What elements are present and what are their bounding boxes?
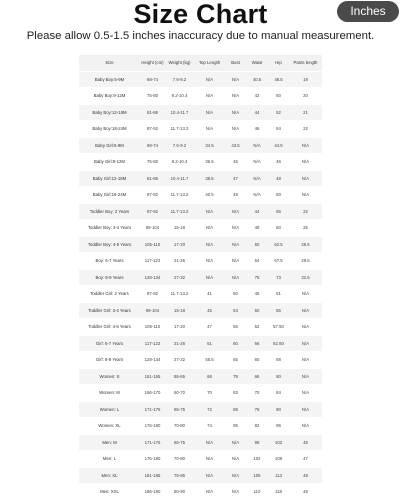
cell-waist: N/A — [246, 137, 268, 154]
table-row — [79, 220, 322, 237]
cell-weight: 27-32 — [165, 269, 194, 286]
cell-height: 87-92 — [140, 187, 165, 204]
cell-hip: 118 — [268, 484, 289, 501]
cell-weight: 65-75 — [165, 434, 194, 451]
cell-height: 117-122 — [140, 335, 165, 352]
column-header-height: Height (cm) — [140, 55, 165, 71]
cell-bust: N/A — [225, 434, 246, 451]
cell-bust: N/A — [225, 236, 246, 253]
cell-size: Baby Boy:9-12M — [79, 88, 140, 105]
cell-waist: 76 — [246, 401, 268, 418]
table-row — [79, 335, 322, 352]
cell-weight: 65-75 — [165, 401, 194, 418]
cell-weight: 75-85 — [165, 467, 194, 484]
page-title: Size Chart — [133, 0, 268, 29]
cell-top-length: 38.5 — [194, 170, 225, 187]
cell-bust: N/A — [225, 220, 246, 237]
cell-bust: N/A — [225, 253, 246, 270]
table-row — [79, 467, 322, 484]
cell-bust: 65 — [225, 352, 246, 369]
cell-pants-length: N/A — [289, 302, 322, 319]
cell-top-length: N/A — [194, 269, 225, 286]
cell-bust: 79 — [225, 368, 246, 385]
table-row — [79, 253, 322, 270]
cell-weight: 27-32 — [165, 352, 194, 369]
cell-waist: 75 — [246, 269, 268, 286]
cell-pants-length: N/A — [289, 286, 322, 303]
cell-hip: 108 — [268, 451, 289, 468]
cell-bust: 95 — [225, 418, 246, 435]
column-header-weight: Weight (kg) — [165, 55, 194, 71]
cell-size: Baby Boy:12-18M — [79, 104, 140, 121]
cell-bust: 43.5 — [225, 137, 246, 154]
cell-height: 171-175 — [140, 401, 165, 418]
cell-top-length: 68 — [194, 368, 225, 385]
cell-height: 186-190 — [140, 484, 165, 501]
column-header-hip: Hip — [268, 55, 289, 71]
cell-height: 176-180 — [140, 451, 165, 468]
table-row — [79, 121, 322, 138]
cell-pants-length: N/A — [289, 368, 322, 385]
cell-top-length: 72 — [194, 401, 225, 418]
cell-height: 69-74 — [140, 137, 165, 154]
cell-size: Girl: 6-7 Years — [79, 335, 140, 352]
cell-pants-length: 22 — [289, 203, 322, 220]
cell-height: 81-86 — [140, 104, 165, 121]
cell-waist: 50 — [246, 302, 268, 319]
cell-pants-length: N/A — [289, 170, 322, 187]
cell-weight: 11.7-13.2 — [165, 121, 194, 138]
cell-pants-length: N/A — [289, 335, 322, 352]
table-row — [79, 302, 322, 319]
cell-top-length: 40.5 — [194, 187, 225, 204]
cell-top-length: 36.5 — [194, 154, 225, 171]
cell-waist: 66 — [246, 368, 268, 385]
cell-size: Baby Girl:9-12M — [79, 154, 140, 171]
cell-height: 75-80 — [140, 88, 165, 105]
cell-weight: 9.2-10.4 — [165, 88, 194, 105]
cell-hip: 60 — [268, 220, 289, 237]
cell-waist: 50 — [246, 236, 268, 253]
cell-hip: 62.50 — [268, 335, 289, 352]
cell-size: Men: M — [79, 434, 140, 451]
cell-waist: N/A — [246, 154, 268, 171]
cell-bust: N/A — [225, 269, 246, 286]
cell-waist: 70 — [246, 385, 268, 402]
cell-bust: N/A — [225, 121, 246, 138]
cell-height: 105-110 — [140, 319, 165, 336]
cell-weight: 21-26 — [165, 253, 194, 270]
table-row — [79, 187, 322, 204]
cell-hip: 54 — [268, 121, 289, 138]
cell-pants-length: N/A — [289, 319, 322, 336]
table-row — [79, 269, 322, 286]
table-row — [79, 368, 322, 385]
cell-bust: 83 — [225, 385, 246, 402]
cell-waist: 42 — [246, 88, 268, 105]
cell-waist: 40.5 — [246, 71, 268, 88]
cell-pants-length: 49 — [289, 484, 322, 501]
cell-pants-length: 46 — [289, 434, 322, 451]
cell-size: Baby Boy:18-24M — [79, 121, 140, 138]
cell-hip: 56 — [268, 203, 289, 220]
cell-weight: 17-20 — [165, 236, 194, 253]
table-row — [79, 401, 322, 418]
cell-top-length: N/A — [194, 121, 225, 138]
cell-size: Boy: 6-7 Years — [79, 253, 140, 270]
cell-waist: 54 — [246, 253, 268, 270]
cell-size: Boy: 8-9 Years — [79, 269, 140, 286]
cell-hip: 55 — [268, 302, 289, 319]
cell-hip: 96 — [268, 418, 289, 435]
cell-size: Girl: 8-9 Years — [79, 352, 140, 369]
cell-bust: N/A — [225, 71, 246, 88]
column-header-top-length: Top Length — [194, 55, 225, 71]
column-header-bust: Bust — [225, 55, 246, 71]
cell-size: Women: XL — [79, 418, 140, 435]
cell-hip: 90 — [268, 401, 289, 418]
cell-hip: 52 — [268, 104, 289, 121]
cell-pants-length: 22 — [289, 121, 322, 138]
cell-weight: 11.7-13.2 — [165, 203, 194, 220]
cell-size: Baby Boy:6-9M — [79, 71, 140, 88]
cell-weight: 17-20 — [165, 319, 194, 336]
cell-size: Toddler Boy: 2 Years — [79, 203, 140, 220]
cell-waist: 102 — [246, 451, 268, 468]
cell-pants-length: N/A — [289, 418, 322, 435]
cell-weight: 70-80 — [165, 451, 194, 468]
cell-bust: N/A — [225, 104, 246, 121]
cell-waist: 98 — [246, 434, 268, 451]
size-chart-table — [79, 55, 322, 501]
table-row — [79, 137, 322, 154]
cell-pants-length: 32.5 — [289, 269, 322, 286]
cell-bust: 49 — [225, 187, 246, 204]
cell-pants-length: 26.5 — [289, 236, 322, 253]
cell-pants-length: N/A — [289, 401, 322, 418]
cell-size: Toddler Girl: 2 Years — [79, 286, 140, 303]
table-row — [79, 236, 322, 253]
table-row — [79, 71, 322, 88]
cell-weight: 70-80 — [165, 418, 194, 435]
cell-hip: 50 — [268, 187, 289, 204]
cell-top-length: 47 — [194, 319, 225, 336]
cell-weight: 55-65 — [165, 368, 194, 385]
cell-height: 99-104 — [140, 302, 165, 319]
cell-hip: 48 — [268, 170, 289, 187]
cell-height: 166-170 — [140, 385, 165, 402]
cell-bust: 54 — [225, 302, 246, 319]
cell-waist: 44 — [246, 203, 268, 220]
cell-height: 176-180 — [140, 418, 165, 435]
cell-pants-length: N/A — [289, 154, 322, 171]
cell-height: 87-92 — [140, 286, 165, 303]
cell-top-length: N/A — [194, 434, 225, 451]
cell-top-length: N/A — [194, 88, 225, 105]
cell-weight: 60-70 — [165, 385, 194, 402]
table-row — [79, 434, 322, 451]
cell-weight: 7.6-9.2 — [165, 137, 194, 154]
cell-weight: 15-18 — [165, 220, 194, 237]
cell-pants-length: 48 — [289, 467, 322, 484]
cell-hip: 73 — [268, 269, 289, 286]
cell-top-length: 45 — [194, 302, 225, 319]
column-header-pants-length: Pants length — [289, 55, 322, 71]
cell-height: 161-165 — [140, 368, 165, 385]
cell-size: Toddler Boy: 4-5 Years — [79, 236, 140, 253]
cell-size: Women: M — [79, 385, 140, 402]
cell-pants-length: 19 — [289, 71, 322, 88]
cell-pants-length: 21 — [289, 104, 322, 121]
cell-bust: 89 — [225, 401, 246, 418]
cell-top-length: N/A — [194, 203, 225, 220]
cell-height: 117-122 — [140, 253, 165, 270]
cell-top-length: N/A — [194, 467, 225, 484]
cell-height: 69-74 — [140, 71, 165, 88]
table-row — [79, 286, 322, 303]
cell-bust: 47 — [225, 170, 246, 187]
cell-bust: N/A — [225, 467, 246, 484]
cell-waist: N/A — [246, 170, 268, 187]
cell-pants-length: N/A — [289, 352, 322, 369]
cell-pants-length: 29.5 — [289, 253, 322, 270]
cell-size: Toddler Boy: 3-4 Years — [79, 220, 140, 237]
cell-waist: 44 — [246, 104, 268, 121]
cell-size: Women: S — [79, 368, 140, 385]
cell-size: Men: XXL — [79, 484, 140, 501]
cell-weight: 11.7-13.2 — [165, 187, 194, 204]
cell-size: Men: XL — [79, 467, 140, 484]
cell-bust: N/A — [225, 451, 246, 468]
cell-height: 105-110 — [140, 236, 165, 253]
cell-bust: 45 — [225, 154, 246, 171]
cell-hip: 44.5 — [268, 137, 289, 154]
cell-pants-length: N/A — [289, 137, 322, 154]
cell-waist: 106 — [246, 467, 268, 484]
cell-weight: 7.6-9.2 — [165, 71, 194, 88]
table-row — [79, 484, 322, 501]
cell-hip: 51 — [268, 286, 289, 303]
cell-top-length: 70 — [194, 385, 225, 402]
cell-waist: N/A — [246, 187, 268, 204]
cell-bust: 50 — [225, 286, 246, 303]
cell-size: Baby Girl:12-18M — [79, 170, 140, 187]
cell-top-length: 41 — [194, 286, 225, 303]
cell-weight: 21-26 — [165, 335, 194, 352]
cell-height: 128-134 — [140, 352, 165, 369]
cell-hip: 84 — [268, 385, 289, 402]
cell-weight: 15-18 — [165, 302, 194, 319]
cell-hip: 50 — [268, 88, 289, 105]
table-row — [79, 451, 322, 468]
cell-bust: N/A — [225, 484, 246, 501]
table-row — [79, 170, 322, 187]
table-row — [79, 418, 322, 435]
cell-weight: 10.4-11.7 — [165, 104, 194, 121]
cell-size: Toddler Girl: 3-4 Years — [79, 302, 140, 319]
cell-height: 99-104 — [140, 220, 165, 237]
cell-hip: 113 — [268, 467, 289, 484]
table-row — [79, 319, 322, 336]
cell-hip: 67.5 — [268, 253, 289, 270]
cell-hip: 57.50 — [268, 319, 289, 336]
cell-bust: N/A — [225, 88, 246, 105]
table-row — [79, 385, 322, 402]
cell-top-length: N/A — [194, 236, 225, 253]
cell-top-length: N/A — [194, 451, 225, 468]
cell-size: Baby Girl:18-24M — [79, 187, 140, 204]
cell-height: 87-92 — [140, 121, 165, 138]
cell-weight: 11.7-13.2 — [165, 286, 194, 303]
column-header-size: Size — [79, 55, 140, 71]
measurement-note: Please allow 0.5-1.5 inches inaccuracy due to manual measurement. — [26, 30, 375, 42]
cell-top-length: 34.5 — [194, 137, 225, 154]
cell-hip: 103 — [268, 434, 289, 451]
cell-pants-length: 20 — [289, 88, 322, 105]
cell-size: Women: L — [79, 401, 140, 418]
cell-weight: 9.2-10.4 — [165, 154, 194, 171]
cell-hip: 68 — [268, 352, 289, 369]
table-row — [79, 154, 322, 171]
cell-hip: 46 — [268, 154, 289, 171]
cell-height: 75-80 — [140, 154, 165, 171]
cell-weight: 10.4-11.7 — [165, 170, 194, 187]
cell-size: Men: L — [79, 451, 140, 468]
cell-top-length: N/A — [194, 253, 225, 270]
cell-height: 81-86 — [140, 170, 165, 187]
cell-height: 171-175 — [140, 434, 165, 451]
cell-waist: 82 — [246, 418, 268, 435]
table-row — [79, 88, 322, 105]
cell-pants-length: N/A — [289, 187, 322, 204]
cell-top-length: N/A — [194, 484, 225, 501]
cell-bust: 60 — [225, 335, 246, 352]
cell-bust: N/A — [225, 203, 246, 220]
cell-top-length: N/A — [194, 104, 225, 121]
cell-waist: 52 — [246, 319, 268, 336]
cell-waist: 46 — [246, 121, 268, 138]
cell-height: 128-134 — [140, 269, 165, 286]
table-row — [79, 104, 322, 121]
cell-top-length: 51 — [194, 335, 225, 352]
cell-top-length: N/A — [194, 71, 225, 88]
cell-waist: 60 — [246, 352, 268, 369]
cell-height: 87-92 — [140, 203, 165, 220]
cell-weight: 80-90 — [165, 484, 194, 501]
cell-waist: 56 — [246, 335, 268, 352]
cell-top-length: 55.5 — [194, 352, 225, 369]
header-row — [79, 55, 322, 71]
table-body — [79, 71, 322, 500]
cell-pants-length: N/A — [289, 385, 322, 402]
cell-waist: 110 — [246, 484, 268, 501]
cell-height: 181-185 — [140, 467, 165, 484]
table-header — [79, 55, 322, 71]
cell-bust: 56 — [225, 319, 246, 336]
cell-pants-length: 47 — [289, 451, 322, 468]
table-row — [79, 352, 322, 369]
cell-top-length: 74 — [194, 418, 225, 435]
cell-size: Baby Girl:6-9M — [79, 137, 140, 154]
cell-hip: 80 — [268, 368, 289, 385]
cell-top-length: N/A — [194, 220, 225, 237]
cell-hip: 62.5 — [268, 236, 289, 253]
cell-pants-length: 25 — [289, 220, 322, 237]
cell-hip: 48.5 — [268, 71, 289, 88]
column-header-waist: Waist — [246, 55, 268, 71]
cell-waist: 48 — [246, 220, 268, 237]
cell-size: Toddler Girl: 4-5 Years — [79, 319, 140, 336]
cell-waist: 46 — [246, 286, 268, 303]
unit-toggle-button[interactable]: Inches — [337, 1, 399, 22]
table-row — [79, 203, 322, 220]
